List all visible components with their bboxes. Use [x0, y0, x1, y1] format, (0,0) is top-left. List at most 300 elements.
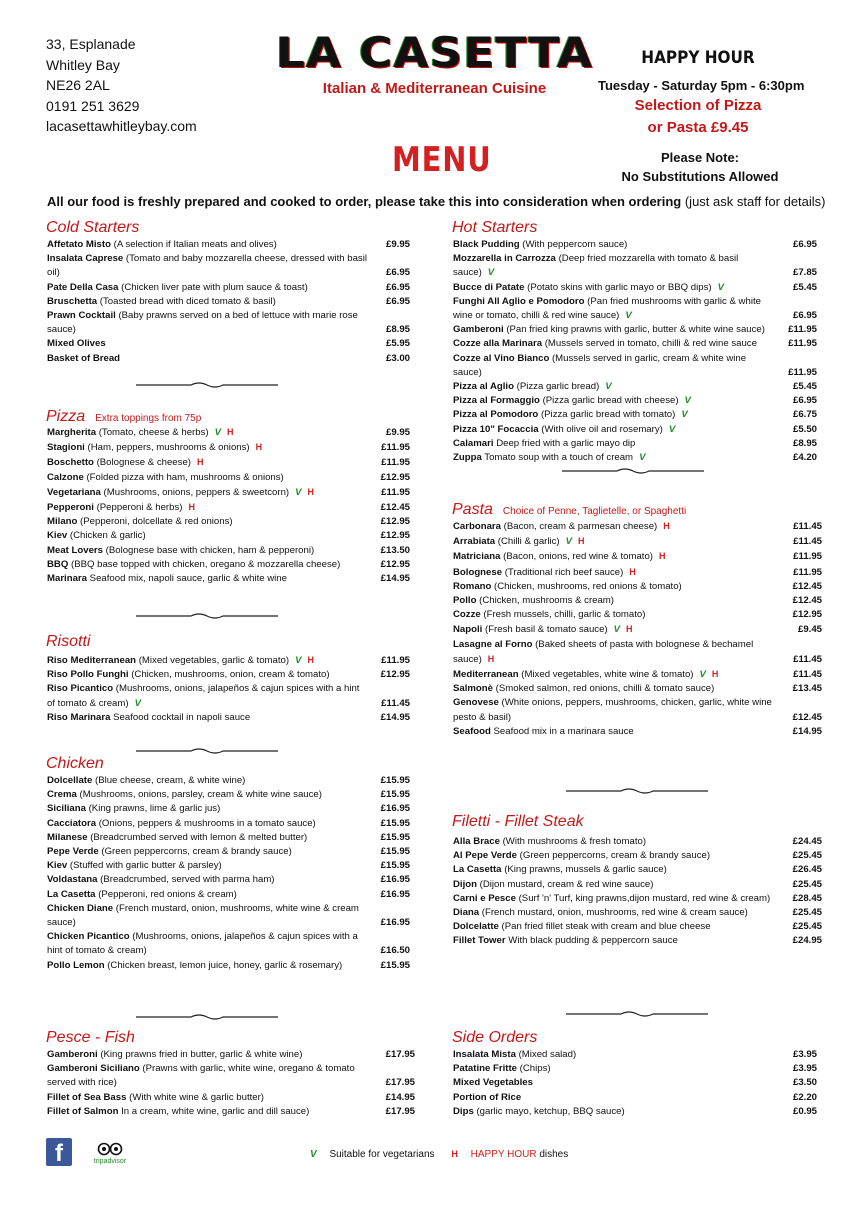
menu-item: [47, 668, 410, 682]
section-title-risotti: Risotti: [46, 633, 91, 650]
menu-item: [47, 1048, 415, 1062]
address-line2: Whitley Bay: [46, 56, 120, 73]
vegetarian-icon: V: [565, 536, 573, 548]
menu-item-name: Milanese: [47, 831, 88, 843]
legend-happy-hour-icon: H: [451, 1149, 458, 1159]
menu-item-details: (Bacon, cream & parmesan cheese): [500, 521, 658, 532]
menu-item-description: [453, 622, 780, 637]
menu-item-details: (Breadcrumbed served with lemon & melted butter): [87, 831, 308, 843]
menu-item-price: £25.45: [792, 878, 822, 890]
menu-item-price: £11.95: [788, 366, 817, 378]
happy-hour-days: Tuesday - Saturday 5pm - 6:30pm: [598, 78, 805, 93]
menu-item-description: [47, 873, 368, 887]
menu-item-description: [47, 558, 368, 572]
menu-item-name: Fillet of Salmon: [47, 1105, 119, 1117]
menu-item-name: Salmonè: [453, 683, 493, 695]
menu-item-price: £11.95: [793, 566, 822, 578]
menu-item-details: (Chips): [516, 1063, 551, 1075]
menu-item-details: (Bolognese base with chicken, ham & pepperoni): [102, 544, 315, 556]
menu-item-details: (With olive oil and rosemary): [538, 423, 663, 435]
menu-item-name: Mediterranean: [453, 669, 519, 681]
menu-item: [47, 902, 410, 930]
menu-item-name: Marinara: [47, 573, 87, 585]
menu-item-name: Bolognese: [453, 566, 503, 578]
menu-item-description: [453, 638, 780, 667]
menu-item-price: £11.45: [793, 653, 822, 665]
menu-item-description: [47, 1048, 373, 1062]
menu-item-name: Dijon: [453, 878, 477, 890]
menu-item-details: (Mixed vegetables, garlic & tomato): [136, 655, 290, 666]
menu-item-description: [453, 565, 780, 580]
happy-hour-icon: H: [711, 669, 719, 680]
menu-item-details: Deep fried with a garlic mayo dip: [493, 437, 636, 449]
menu-item-description: [453, 608, 780, 622]
menu-item: [453, 281, 817, 295]
vegetarian-icon: V: [134, 697, 141, 709]
menu-item-price: £15.95: [380, 860, 410, 872]
menu-item: [47, 959, 410, 973]
menu-item: [453, 1091, 817, 1105]
vegetarian-icon: V: [699, 669, 706, 681]
menu-item-price: £6.75: [792, 409, 817, 421]
menu-item-details: (Dijon mustard, cream & red wine sauce): [476, 878, 654, 890]
menu-item-details: (Pepperoni & herbs): [93, 502, 183, 514]
risotti-list: [47, 653, 410, 725]
menu-item: [453, 682, 822, 696]
divider-flourish: [136, 612, 278, 620]
menu-item: [47, 817, 410, 831]
menu-item-description: [47, 802, 368, 816]
menu-item-name: Cozze: [453, 609, 481, 621]
menu-item-description: [453, 892, 780, 906]
menu-item-name: Vegetariana: [47, 486, 101, 498]
legend-happy-hour-text: dishes: [536, 1149, 569, 1160]
menu-item-name: Prawn Cocktail: [47, 310, 116, 322]
filetti-list: [453, 835, 822, 949]
menu-item-details: (Chicken liver pate with plum sauce & toast): [118, 281, 308, 293]
menu-item: [47, 440, 410, 455]
divider-flourish: [566, 1010, 708, 1018]
menu-item-price: £9.95: [385, 427, 410, 438]
menu-item-name: Pizza al Aglio: [453, 381, 514, 393]
menu-item-price: £12.95: [380, 516, 410, 528]
menu-item: [47, 831, 410, 845]
menu-item-details: Seafood mix in a marinara sauce: [490, 725, 634, 737]
menu-item-description: [453, 1105, 775, 1119]
menu-item: [47, 238, 410, 252]
menu-item-name: Seafood: [453, 725, 491, 737]
menu-item-name: Romano: [453, 580, 492, 592]
menu-item-description: [47, 455, 368, 470]
menu-item-price: £12.95: [380, 669, 410, 681]
menu-item-details: (Chicken, mushrooms & cream): [476, 595, 614, 607]
freshly-bold: All our food is freshly prepared and cooked to order, please take this into consideration when ordering: [47, 194, 682, 209]
hot-starters-list: [453, 238, 817, 465]
menu-item-name: Siciliana: [47, 803, 86, 815]
menu-item-name: Stagioni: [47, 442, 85, 454]
menu-item: [47, 802, 410, 816]
menu-item-description: [453, 682, 780, 696]
menu-item: [47, 337, 410, 351]
menu-item-details: (Pan fried king prawns with garlic, butter & white wine sauce): [503, 324, 765, 336]
menu-item-name: Kiev: [47, 860, 68, 872]
menu-item-name: Al Pepe Verde: [453, 850, 517, 862]
menu-item-details: (Green peppercorns, cream & brandy sauce): [517, 850, 711, 862]
menu-item-details: (Chicken & garlic): [67, 530, 146, 542]
menu-item-details: Seafood mix, napoli sauce, garlic & white wine: [87, 573, 287, 585]
menu-item-description: [47, 281, 368, 295]
menu-item-name: Pepe Verde: [47, 846, 99, 858]
menu-item: [453, 608, 822, 622]
menu-item-description: [453, 849, 780, 863]
happy-hour-block: [598, 48, 805, 139]
section-title-hot-starters: Hot Starters: [452, 219, 538, 236]
divider-flourish: [136, 381, 278, 389]
menu-item-name: Mixed Vegetables: [453, 1077, 533, 1089]
menu-item-description: [453, 1076, 775, 1090]
menu-item-details: (Fresh mussels, chilli, garlic & tomato): [480, 609, 646, 621]
menu-item: [453, 437, 817, 451]
menu-item-description: [453, 920, 780, 934]
menu-item: [47, 455, 410, 470]
menu-item-price: £8.95: [385, 324, 410, 336]
menu-item-description: [47, 252, 368, 280]
menu-item-details: (Pizza garlic bread with cheese): [539, 395, 679, 407]
menu-item-details: (Pizza garlic bread): [513, 381, 600, 393]
menu-item-name: Lasagne al Forno: [453, 638, 533, 650]
menu-item-details: (King prawns, lime & garlic jus): [85, 803, 221, 815]
menu-item-description: [47, 500, 368, 515]
vegetarian-icon: V: [684, 395, 691, 407]
menu-item-price: £15.95: [380, 846, 410, 858]
happy-hour-icon: H: [487, 653, 495, 664]
menu-item-details: (Mushrooms, onions, jalapeños & cajun spices with a hint of tomato & cream): [47, 683, 360, 709]
menu-item-description: [47, 788, 368, 802]
menu-item-details: (Fresh basil & tomato sauce): [482, 624, 608, 636]
menu-item-details: (BBQ base topped with chicken, oregano & mozzarella cheese): [68, 558, 341, 570]
menu-item-price: £3.95: [792, 1063, 817, 1075]
menu-item-details: (Bolognese & cheese): [93, 457, 191, 469]
menu-item-name: Cozze alla Marinara: [453, 338, 543, 350]
happy-hour-icon: H: [626, 624, 633, 635]
happy-hour-icon: H: [663, 521, 670, 531]
menu-item-name: Affetato Misto: [47, 239, 111, 250]
menu-item-details: (Mushrooms, onions, jalapeños & cajun spices with a hint of tomato & cream): [47, 931, 358, 957]
menu-item-name: Kiev: [47, 530, 68, 542]
menu-item-price: £16.95: [380, 803, 410, 815]
menu-item-name: Dolcelatte: [453, 921, 499, 933]
menu-item-name: Pizza 10" Focaccia: [453, 423, 539, 435]
menu-item: [453, 622, 822, 637]
menu-item: [47, 572, 410, 586]
menu-item: [453, 1048, 817, 1062]
menu-item-price: £14.95: [380, 711, 410, 723]
menu-item-details: (Bacon, onions, red wine & tomato): [500, 551, 653, 563]
menu-item-description: [47, 682, 368, 710]
vegetarian-icon: V: [668, 423, 676, 435]
menu-item-price: £26.45: [792, 864, 822, 876]
menu-item: [47, 873, 410, 887]
menu-item-details: (Baby prawns served on a bed of lettuce with marie rose sauce): [47, 310, 358, 336]
menu-item-details: (Smoked salmon, red onions, chilli & tomato sauce): [493, 683, 715, 695]
menu-item-description: [453, 534, 780, 549]
menu-item-description: [47, 1062, 373, 1090]
menu-item-price: £17.95: [385, 1105, 415, 1117]
menu-item: [47, 471, 410, 485]
divider-flourish: [136, 747, 278, 755]
menu-item-price: £24.45: [792, 836, 822, 847]
menu-item-details: (Ham, peppers, mushrooms & onions): [84, 442, 250, 454]
menu-item-price: £24.95: [792, 935, 822, 947]
facebook-icon[interactable]: f: [46, 1138, 72, 1166]
menu-item-details: Seafood cocktail in napoli sauce: [110, 711, 251, 723]
menu-item-price: £11.95: [793, 551, 822, 563]
menu-item-details: (Mussels served in garlic, cream & white wine sauce): [453, 352, 747, 378]
menu-item-price: £11.45: [381, 697, 410, 709]
menu-item: [453, 534, 822, 549]
menu-item-description: [47, 831, 368, 845]
menu-item: [453, 423, 817, 437]
menu-item-name: Matriciana: [453, 551, 501, 563]
menu-item: [453, 594, 822, 608]
menu-item-description: [453, 380, 775, 394]
menu-item-details: (King prawns fried in butter, garlic & white wine): [97, 1049, 303, 1060]
menu-item-details: (Toasted bread with diced tomato & basil): [97, 295, 276, 307]
phone-number: 0191 251 3629: [46, 97, 140, 114]
menu-item-description: [453, 437, 775, 451]
menu-item-name: Funghi All Aglio e Pomodoro: [453, 295, 585, 307]
tripadvisor-label: tripadvisor: [93, 1158, 127, 1165]
menu-item-details: (Mushrooms, onions, parsley, cream & white wine sauce): [76, 789, 322, 801]
menu-item: [453, 380, 817, 394]
menu-item-name: Insalata Caprese: [47, 253, 124, 265]
menu-item: [47, 788, 410, 802]
address-block: [46, 34, 197, 137]
menu-item: [47, 682, 410, 710]
note-line2: No Substitutions Allowed: [621, 169, 779, 184]
owl-eyes-icon: [96, 1142, 124, 1156]
menu-item-details: (White onions, peppers, mushrooms, chicken, garlic, white wine pesto & basil): [453, 697, 772, 723]
menu-item-name: Cozze al Vino Bianco: [453, 352, 550, 364]
happy-hour-icon: H: [188, 502, 195, 513]
vegetarian-icon: V: [605, 381, 612, 393]
menu-item-details: (Blue cheese, cream, & white wine): [92, 775, 246, 786]
menu-item-description: [47, 845, 368, 859]
cold-starters-list: [47, 238, 410, 366]
menu-item-description: [453, 323, 775, 337]
menu-item: [453, 835, 822, 849]
menu-item-description: [453, 549, 780, 564]
menu-item-description: [47, 653, 368, 668]
menu-item-price: £16.50: [380, 945, 410, 957]
menu-item-price: £12.95: [380, 471, 410, 483]
menu-item: [453, 920, 822, 934]
menu-item: [47, 653, 410, 668]
menu-item-price: £9.95: [385, 239, 410, 250]
menu-item-price: £13.50: [380, 544, 410, 556]
menu-item: [453, 580, 822, 594]
menu-item-description: [47, 440, 368, 455]
menu-item-description: [453, 352, 775, 380]
menu-item: [453, 1076, 817, 1090]
menu-item-price: £12.45: [792, 580, 822, 592]
menu-item-details: (Traditional rich beef sauce): [502, 566, 624, 578]
menu-item-price: £8.95: [792, 437, 817, 449]
menu-item-description: [47, 711, 368, 725]
menu-item: [47, 281, 410, 295]
divider-flourish: [562, 467, 704, 475]
happy-hour-title: HAPPY HOUR: [641, 48, 755, 68]
menu-item-description: [47, 352, 368, 366]
menu-item-price: £5.45: [792, 281, 817, 293]
menu-item-name: Mozzarella in Carrozza: [453, 253, 556, 265]
legend: [310, 1149, 568, 1160]
menu-item-price: £11.95: [788, 324, 817, 336]
menu-item-name: Riso Marinara: [47, 711, 111, 723]
menu-item-name: Alla Brace: [453, 836, 500, 847]
section-title-pesce: Pesce - Fish: [46, 1029, 135, 1046]
menu-item-description: [453, 934, 780, 948]
menu-item-details: (Green peppercorns, cream & brandy sauce): [98, 846, 292, 858]
menu-item-name: Gamberoni: [453, 324, 504, 336]
menu-item-price: £6.95: [792, 310, 817, 322]
menu-item: [453, 451, 817, 465]
menu-item-price: £3.50: [792, 1077, 817, 1089]
menu-item-details: (Breadcrumbed, served with parma ham): [97, 874, 275, 886]
tripadvisor-icon[interactable]: [90, 1142, 130, 1165]
menu-item-description: [47, 485, 368, 500]
menu-item-price: £13.45: [792, 683, 822, 695]
menu-item-name: Diana: [453, 907, 480, 919]
vegetarian-icon: V: [639, 452, 646, 464]
happy-hour-icon: H: [578, 536, 585, 547]
menu-item: [453, 892, 822, 906]
menu-item-details: (Folded pizza with ham, mushrooms & onions): [83, 471, 284, 483]
menu-item-details: In a cream, white wine, garlic and dill sauce): [118, 1105, 310, 1117]
menu-item-price: £12.95: [380, 558, 410, 570]
menu-item-price: £11.45: [793, 536, 822, 548]
menu-item-description: [47, 1105, 373, 1119]
happy-hour-icon: H: [629, 566, 636, 577]
menu-item-description: [47, 337, 368, 351]
menu-item-name: Crema: [47, 789, 77, 801]
website: lacasettawhitleybay.com: [46, 118, 197, 134]
menu-item-name: Meat Lovers: [47, 544, 103, 556]
menu-item-name: Basket of Bread: [47, 352, 121, 364]
menu-item-details: (French mustard, onion, mushrooms, red wine & cream sauce): [479, 907, 748, 919]
menu-item-price: £9.45: [797, 624, 822, 636]
menu-item-name: Pate Della Casa: [47, 281, 119, 293]
menu-item: [47, 888, 410, 902]
menu-item-description: [47, 529, 368, 543]
menu-item: [453, 352, 817, 380]
menu-item-description: [453, 519, 780, 534]
menu-title: MENU: [392, 140, 492, 180]
menu-item-name: Patatine Fritte: [453, 1063, 517, 1075]
menu-item-price: £11.95: [788, 338, 817, 350]
menu-item-name: Portion of Rice: [453, 1091, 522, 1103]
menu-item-details: (With peppercorn sauce): [519, 239, 628, 250]
menu-item-details: (Onions, peppers & mushrooms in a tomato sauce): [96, 817, 316, 829]
menu-item-details: (Potato skins with garlic mayo or BBQ dips): [524, 281, 712, 293]
menu-item-details: (Pan fried mushrooms with garlic & white wine or tomato, chilli & red wine sauce): [453, 295, 761, 322]
happy-hour-offer-line1: Selection of Pizza: [634, 97, 762, 114]
menu-item-details: (Mixed vegetables, white wine & tomato): [518, 669, 694, 681]
menu-item-details: (Tomato and baby mozzarella cheese, dressed with basil oil): [47, 253, 367, 279]
menu-item: [453, 863, 822, 877]
menu-item-name: Mixed Olives: [47, 338, 106, 350]
menu-item-name: Riso Mediterranean: [47, 655, 137, 666]
legend-happy-hour-label: HAPPY HOUR: [470, 1149, 537, 1160]
menu-item-description: [453, 878, 780, 892]
menu-item-details: (Prawns with garlic, white wine, oregano & tomato served with rice): [47, 1063, 355, 1089]
section-title-side-orders: Side Orders: [452, 1029, 538, 1046]
menu-item-details: Tomato soup with a touch of cream: [481, 452, 634, 464]
menu-item: [453, 549, 822, 564]
happy-hour-icon: H: [307, 486, 315, 497]
menu-item-name: Bucce di Patate: [453, 281, 525, 293]
menu-item-description: [47, 544, 368, 558]
menu-item-price: £11.45: [793, 669, 822, 681]
vegetarian-icon: V: [487, 267, 495, 279]
menu-item-price: £12.95: [792, 609, 822, 621]
menu-item-price: £12.95: [380, 530, 410, 542]
logo-title: LA CASETTA: [275, 28, 594, 77]
menu-item-name: Napoli: [453, 624, 483, 636]
menu-item-price: £4.20: [792, 452, 817, 464]
menu-item: [453, 1105, 817, 1119]
menu-item-price: £5.45: [792, 381, 817, 393]
menu-item-price: £3.95: [792, 1049, 817, 1060]
menu-item-description: [47, 572, 368, 586]
vegetarian-icon: V: [295, 486, 302, 498]
menu-item: [47, 252, 410, 280]
menu-item-name: Chicken Diane: [47, 902, 114, 914]
menu-item-name: Riso Picantico: [47, 683, 114, 695]
vegetarian-icon: V: [295, 655, 302, 666]
vegetarian-icon: V: [625, 310, 632, 322]
pizza-list: [47, 425, 410, 586]
menu-item: [47, 529, 410, 543]
menu-item-details: (Mussels served in tomato, chilli & red wine sauce: [542, 338, 757, 350]
menu-item-details: (garlic mayo, ketchup, BBQ sauce): [473, 1105, 625, 1117]
menu-item-price: £17.95: [385, 1049, 415, 1060]
menu-item-price: £11.95: [381, 442, 410, 454]
menu-item-description: [453, 594, 780, 608]
vegetarian-icon: V: [613, 624, 621, 636]
menu-item-description: [47, 471, 368, 485]
menu-item-name: Insalata Mista: [453, 1049, 516, 1060]
legend-vegetarian-icon: V: [310, 1149, 317, 1160]
menu-item: [47, 352, 410, 366]
address-line1: 33, Esplanade: [46, 36, 136, 52]
menu-item-description: [47, 888, 368, 902]
menu-item: [47, 544, 410, 558]
vegetarian-icon: V: [681, 409, 688, 421]
menu-item-name: Boschetto: [47, 457, 94, 469]
happy-hour-offer-line2: or Pasta £9.45: [647, 119, 749, 136]
menu-item-price: £11.45: [793, 521, 822, 532]
menu-item-price: £16.95: [380, 888, 410, 900]
menu-item: [47, 558, 410, 572]
divider-flourish: [566, 787, 708, 795]
note-line1: Please Note:: [660, 150, 740, 165]
menu-item-price: £15.95: [380, 789, 410, 801]
menu-item-price: £17.95: [385, 1077, 415, 1089]
divider-flourish: [136, 1013, 278, 1021]
menu-item-name: Bruschetta: [47, 295, 98, 307]
menu-item: [453, 725, 822, 739]
